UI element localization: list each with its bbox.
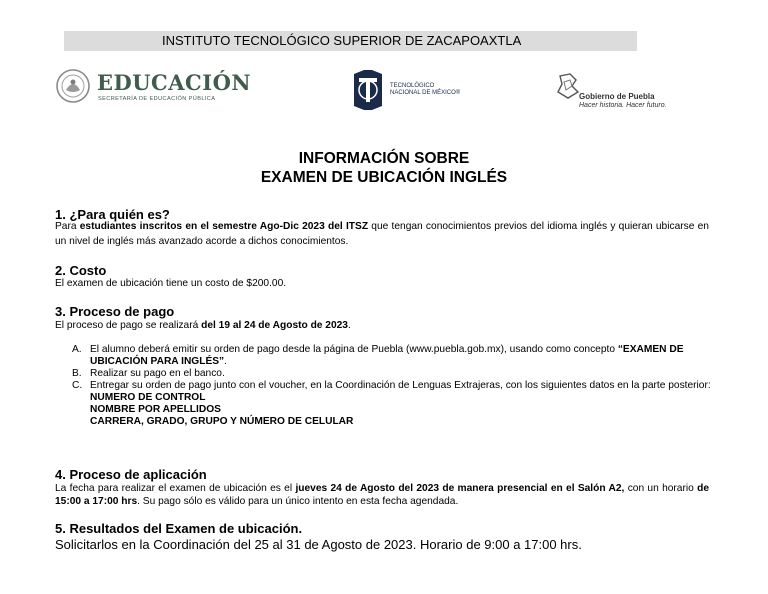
s4-bold-b: de 15:00 a 17:00 hrs [55,483,709,507]
document-title [0,149,768,187]
sep-logo [55,68,252,108]
tecnm-logo [350,68,460,112]
s4-bold-a: jueves 24 de Agosto del 2023 de manera presencial en el Salón A2, [295,483,625,494]
s1-bold-a: estudiantes inscritos en el semestre Ago-Dic 2023 del ITSZ [79,221,369,232]
s4-text-a: La fecha para realizar el examen de ubicación es el [55,483,296,494]
tecnm-logo-text: TECNOLÓGICO NACIONAL DE MÉXICO® [390,83,461,96]
step-c-text: Entregar su orden de pago junto con el voucher, en la Coordinación de Lenguas Extrajeras, con los siguientes datos en la parte posterior: [90,380,711,391]
section-3-heading: 3. Proceso de pago [55,304,175,319]
section-5-text: Solicitarlos en la Coordinación del 25 al 31 de Agosto de 2023. Horario de 9:00 a 17:00 hrs. [55,537,582,552]
puebla-logo-text: Gobierno de Puebla [579,92,655,101]
list-item [72,380,717,428]
required-data-name: NOMBRE POR APELLIDOS [90,404,221,415]
step-b-text: Realizar su pago en el banco. [90,368,225,379]
list-item [72,368,717,380]
required-data-control-number: NUMERO DE CONTROL [90,392,206,403]
step-a-end: . [224,356,227,367]
section-2-text: El examen de ubicación tiene un costo de $200.00. [55,278,287,289]
list-marker: B. [72,368,82,379]
institution-name: INSTITUTO TECNOLÓGICO SUPERIOR DE ZACAPOAXTLA [162,33,522,48]
puebla-logo [554,72,674,112]
mexico-seal-icon [55,68,91,104]
s3-bold-a: del 19 al 24 de Agosto de 2023 [201,320,348,331]
section-1-text [55,219,709,249]
title-line-1: INFORMACIÓN SOBRE [298,150,470,167]
title-line-2: EXAMEN DE UBICACIÓN INGLÉS [260,169,508,186]
list-marker: A. [72,344,82,355]
section-2-heading: 2. Costo [55,263,107,278]
list-marker: C. [72,380,83,391]
s4-text-b: con un horario [624,483,698,494]
list-item [72,344,717,368]
step-a-bold: “EXAMEN DE UBICACIÓN PARA INGLÉS” [90,344,684,367]
puebla-logo-slogan: Hacer historia. Hacer futuro. [579,102,667,109]
s3-text-b: . [347,320,351,331]
s3-text-a: El proceso de pago se realizará [55,320,202,331]
s4-text-c: . Su pago sólo es válido para un único intento en esta fecha agendada. [137,496,459,507]
sep-logo-text: EDUCACIÓN [97,70,252,95]
step-a-text: El alumno deberá emitir su orden de pago desde la página de Puebla (www.puebla.gob.mx), usando como concepto [90,344,618,355]
tecnm-gear-icon [350,68,386,112]
payment-steps-list [72,344,717,428]
section-1-heading: 1. ¿Para quién es? [55,207,170,222]
section-4-heading: 4. Proceso de aplicación [55,467,207,482]
section-5-heading: 5. Resultados del Examen de ubicación. [55,521,303,536]
s1-text-a: Para [55,221,80,232]
institution-header [64,31,637,51]
section-4-text [55,482,709,508]
required-data-career-group-phone: CARRERA, GRADO, GRUPO Y NÚMERO DE CELULAR [90,416,354,427]
section-3-text [55,318,709,333]
s1-text-b: que tengan conocimientos previos del idioma inglés y quieran ubicarse en un nivel de inglés más avanzado acorde a dichos conocimientos. [55,221,709,247]
sep-logo-subtitle: SECRETARÍA DE EDUCACIÓN PÚBLICA [98,96,216,102]
